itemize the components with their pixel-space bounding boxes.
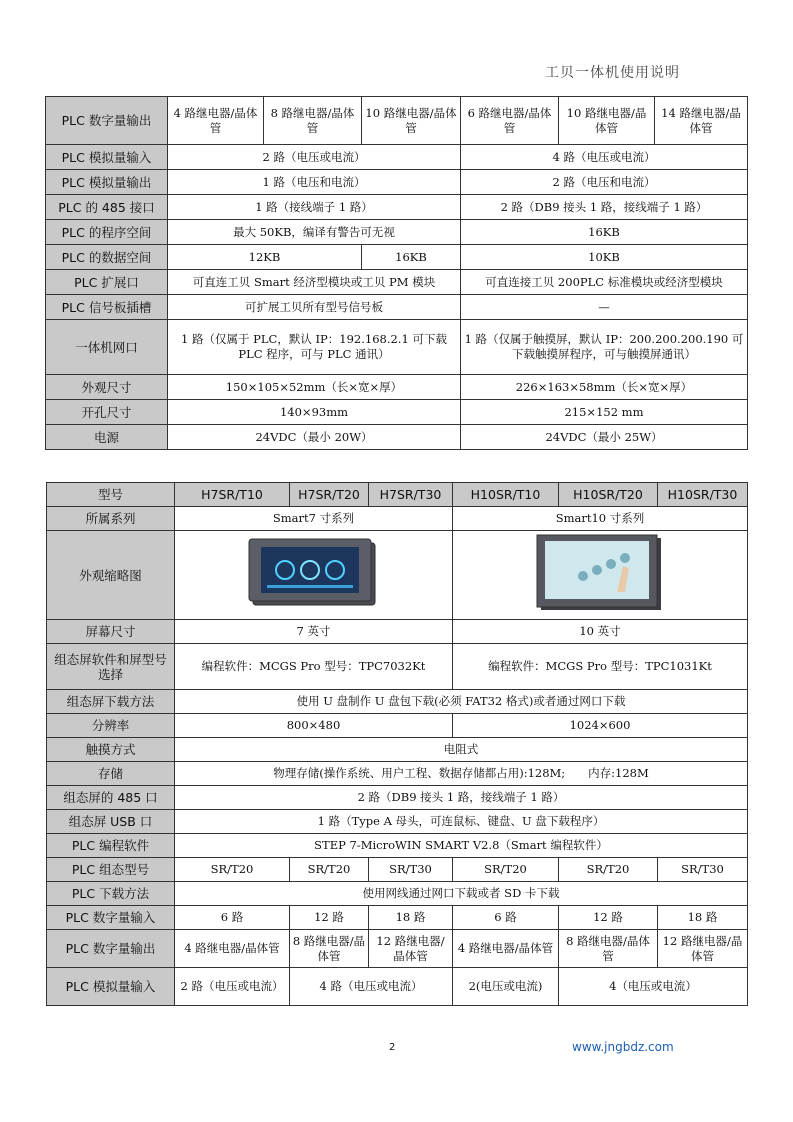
- plc-spec-table: [45, 96, 748, 450]
- table-cell: 1 路（仅属于触摸屏，默认 IP：200.200.200.190 可下载触摸屏程序，可与触摸屏通讯）: [461, 320, 748, 375]
- table-cell: 16KB: [461, 220, 748, 245]
- table-cell: 14 路继电器/晶体管: [655, 97, 748, 145]
- row-label: 屏幕尺寸: [47, 620, 175, 644]
- row-label: 组态屏软件和屏型号选择: [47, 644, 175, 690]
- table-cell: 18 路: [369, 906, 453, 930]
- table-cell: SR/T20: [290, 858, 369, 882]
- row-label: PLC 扩展口: [46, 270, 168, 295]
- table-row: [46, 320, 748, 375]
- row-label: 开孔尺寸: [46, 400, 168, 425]
- table-cell: 可直连工贝 Smart 经济型模块或工贝 PM 模块: [168, 270, 461, 295]
- table-row: [46, 425, 748, 450]
- table-cell: 16KB: [362, 245, 461, 270]
- table-row: [46, 400, 748, 425]
- table-row: [46, 245, 748, 270]
- row-label: 型号: [47, 483, 175, 507]
- row-label: PLC 数字量输出: [47, 930, 175, 968]
- table-cell: 4（电压或电流）: [559, 968, 748, 1006]
- table-cell: 1 路（电压和电流）: [168, 170, 461, 195]
- table-cell: SR/T20: [175, 858, 290, 882]
- table-cell: 4 路继电器/晶体管: [175, 930, 290, 968]
- table-cell: 1024×600: [453, 714, 748, 738]
- row-label: PLC 编程软件: [47, 834, 175, 858]
- row-label: 分辨率: [47, 714, 175, 738]
- table-cell: 6 路: [175, 906, 290, 930]
- table-cell: 1 路（接线端子 1 路）: [168, 195, 461, 220]
- row-label: 外观缩略图: [47, 531, 175, 620]
- table-cell: 8 路继电器/晶体管: [559, 930, 658, 968]
- table-cell: 12KB: [168, 245, 362, 270]
- model-cell: H10SR/T10: [453, 483, 559, 507]
- table-cell: 4 路继电器/晶体管: [453, 930, 559, 968]
- table-cell: 2 路（DB9 接头 1 路，接线端子 1 路）: [461, 195, 748, 220]
- table-cell: 12 路继电器/晶体管: [658, 930, 748, 968]
- table-cell: 10 路继电器/晶体管: [559, 97, 655, 145]
- table-cell: 可扩展工贝所有型号信号板: [168, 295, 461, 320]
- document-header-title: 工贝一体机使用说明: [545, 65, 680, 81]
- thumbnail-cell: [175, 531, 453, 620]
- model-cell: H7SR/T30: [369, 483, 453, 507]
- row-label: 一体机网口: [46, 320, 168, 375]
- table-cell: 215×152 mm: [461, 400, 748, 425]
- row-label: PLC 组态型号: [47, 858, 175, 882]
- table-cell: 12 路继电器/晶体管: [369, 930, 453, 968]
- table-cell: 6 路继电器/晶体管: [461, 97, 559, 145]
- table-cell: 8 路继电器/晶体管: [264, 97, 362, 145]
- table-cell: 140×93mm: [168, 400, 461, 425]
- table-row: [46, 97, 748, 145]
- model-cell: H10SR/T20: [559, 483, 658, 507]
- table-row: [47, 762, 748, 786]
- table-row: [47, 507, 748, 531]
- table-cell: 24VDC（最小 25W）: [461, 425, 748, 450]
- table-row: [46, 270, 748, 295]
- footer-website-link[interactable]: www.jngbdz.com: [572, 1040, 674, 1054]
- row-label: 组态屏的 485 口: [47, 786, 175, 810]
- table-cell: 物理存储(操作系统、用户工程、数据存储都占用):128M; 内存:128M: [175, 762, 748, 786]
- table-cell: Smart7 寸系列: [175, 507, 453, 531]
- table-row: [47, 644, 748, 690]
- table-cell: 2 路（电压和电流）: [461, 170, 748, 195]
- table-cell: 8 路继电器/晶体管: [290, 930, 369, 968]
- table-row: [47, 738, 748, 762]
- model-cell: H10SR/T30: [658, 483, 748, 507]
- hmi-10inch-thumbnail: [533, 532, 667, 614]
- table-cell: SR/T30: [658, 858, 748, 882]
- table-cell: 2 路（DB9 接头 1 路，接线端子 1 路）: [175, 786, 748, 810]
- table-row: [47, 834, 748, 858]
- table-row: [47, 906, 748, 930]
- row-label: PLC 模拟量输入: [47, 968, 175, 1006]
- table-cell: 可直连接工贝 200PLC 标准模块或经济型模块: [461, 270, 748, 295]
- hmi-spec-table: [46, 482, 748, 1006]
- table-cell: 150×105×52mm（长×宽×厚）: [168, 375, 461, 400]
- table-cell: Smart10 寸系列: [453, 507, 748, 531]
- table-cell: 10 英寸: [453, 620, 748, 644]
- model-cell: H7SR/T20: [290, 483, 369, 507]
- page-number: 2: [389, 1042, 396, 1053]
- table-cell: STEP 7-MicroWIN SMART V2.8（Smart 编程软件）: [175, 834, 748, 858]
- table-cell: 最大 50KB，编译有警告可无视: [168, 220, 461, 245]
- table-cell: 4 路继电器/晶体管: [168, 97, 264, 145]
- table-cell: 12 路: [290, 906, 369, 930]
- row-label: 存储: [47, 762, 175, 786]
- row-label: 所属系列: [47, 507, 175, 531]
- table-cell: 2 路（电压或电流）: [168, 145, 461, 170]
- table-cell: 4 路（电压或电流）: [461, 145, 748, 170]
- table-row: [47, 930, 748, 968]
- table-cell: SR/T30: [369, 858, 453, 882]
- table-row: [46, 220, 748, 245]
- table-row: [46, 375, 748, 400]
- table-cell: 18 路: [658, 906, 748, 930]
- table-cell: 4 路（电压或电流）: [290, 968, 453, 1006]
- table-cell: 10KB: [461, 245, 748, 270]
- table-cell: 编程软件：MCGS Pro 型号：TPC1031Kt: [453, 644, 748, 690]
- table-cell: 使用网线通过网口下载或者 SD 卡下载: [175, 882, 748, 906]
- table-cell: 24VDC（最小 20W）: [168, 425, 461, 450]
- table-row: [47, 968, 748, 1006]
- table-cell: 10 路继电器/晶体管: [362, 97, 461, 145]
- table-cell: —: [461, 295, 748, 320]
- row-label: PLC 模拟量输出: [46, 170, 168, 195]
- table-row: [47, 810, 748, 834]
- row-label: 电源: [46, 425, 168, 450]
- table-row: [47, 786, 748, 810]
- table-row: [47, 690, 748, 714]
- row-label: PLC 下载方法: [47, 882, 175, 906]
- table-cell: 电阻式: [175, 738, 748, 762]
- table-cell: 1 路（仅属于 PLC，默认 IP：192.168.2.1 可下载 PLC 程序，可与 PLC 通讯）: [168, 320, 461, 375]
- table-cell: SR/T20: [453, 858, 559, 882]
- table-cell: 6 路: [453, 906, 559, 930]
- row-label: 外观尺寸: [46, 375, 168, 400]
- row-label: PLC 数字量输入: [47, 906, 175, 930]
- table-row: [47, 858, 748, 882]
- row-label: PLC 的数据空间: [46, 245, 168, 270]
- table-header-row: [47, 483, 748, 507]
- table-row: [47, 620, 748, 644]
- row-label: PLC 的程序空间: [46, 220, 168, 245]
- row-label: 触摸方式: [47, 738, 175, 762]
- table-row: [46, 295, 748, 320]
- table-row: [46, 145, 748, 170]
- table-cell: SR/T20: [559, 858, 658, 882]
- table-cell: 1 路（Type A 母头，可连鼠标、键盘、U 盘下载程序）: [175, 810, 748, 834]
- row-label: PLC 的 485 接口: [46, 195, 168, 220]
- thumbnail-cell: [453, 531, 748, 620]
- table-cell: 2 路（电压或电流）: [175, 968, 290, 1006]
- table-cell: 2(电压或电流): [453, 968, 559, 1006]
- hmi-7inch-thumbnail: [247, 537, 381, 609]
- row-label: PLC 模拟量输入: [46, 145, 168, 170]
- table-cell: 使用 U 盘制作 U 盘包下载(必须 FAT32 格式)或者通过网口下载: [175, 690, 748, 714]
- table-row: [47, 531, 748, 620]
- row-label: PLC 数字量输出: [46, 97, 168, 145]
- row-label: PLC 信号板插槽: [46, 295, 168, 320]
- table-cell: 12 路: [559, 906, 658, 930]
- table-cell: 800×480: [175, 714, 453, 738]
- table-row: [46, 195, 748, 220]
- table-row: [47, 882, 748, 906]
- model-cell: H7SR/T10: [175, 483, 290, 507]
- row-label: 组态屏下载方法: [47, 690, 175, 714]
- table-cell: 7 英寸: [175, 620, 453, 644]
- table-cell: 226×163×58mm（长×宽×厚）: [461, 375, 748, 400]
- row-label: 组态屏 USB 口: [47, 810, 175, 834]
- table-row: [47, 714, 748, 738]
- table-row: [46, 170, 748, 195]
- table-cell: 编程软件：MCGS Pro 型号：TPC7032Kt: [175, 644, 453, 690]
